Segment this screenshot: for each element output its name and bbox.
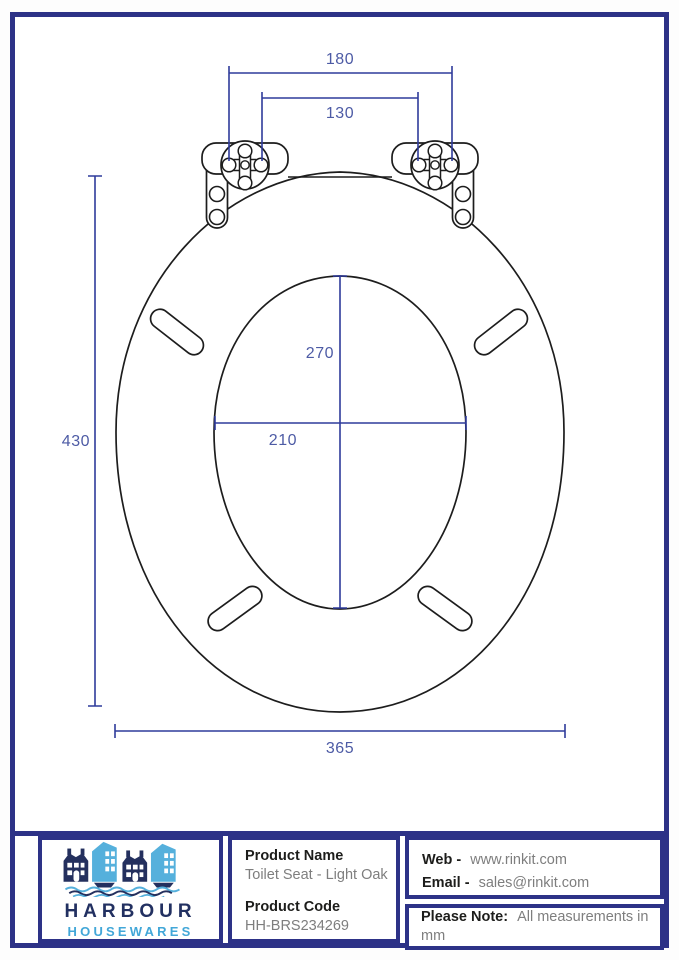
- note-cell: [405, 904, 664, 950]
- web-value[interactable]: www.rinkit.com: [470, 852, 567, 868]
- product-code-label: Product Code: [245, 899, 341, 915]
- title-block: [15, 831, 664, 943]
- page-frame: [10, 12, 669, 948]
- product-cell: [228, 836, 400, 943]
- dim-label-overall-length: 430: [61, 433, 90, 450]
- note-label: Please Note:: [421, 909, 509, 925]
- logo-word-housewares: HOUSEWARES: [67, 924, 194, 939]
- dim-label-opening-width: 210: [268, 432, 297, 449]
- dim-line-365: [115, 724, 565, 738]
- web-label: Web -: [422, 852, 462, 868]
- email-label: Email -: [422, 875, 470, 891]
- harbour-housewares-logo-icon: [56, 840, 206, 897]
- email-value[interactable]: sales@rinkit.com: [478, 875, 590, 891]
- contact-column: [405, 836, 664, 943]
- dim-label-overall-width: 365: [325, 740, 355, 757]
- note-value: All measurements in mm: [421, 909, 649, 944]
- dim-line-430: [88, 176, 102, 706]
- logo-cell: [38, 836, 223, 943]
- dim-label-hinge-outer: 180: [325, 51, 355, 68]
- contact-cell: [405, 836, 664, 899]
- dim-label-hinge-inner: 130: [325, 105, 355, 122]
- dim-label-opening-length: 270: [305, 345, 334, 362]
- product-name-value: Toilet Seat - Light Oak: [245, 867, 388, 883]
- product-name-label: Product Name: [245, 848, 344, 864]
- technical-drawing: [15, 17, 664, 831]
- logo-word-harbour: HARBOUR: [64, 901, 197, 922]
- product-code-value: HH-BRS234269: [245, 918, 349, 934]
